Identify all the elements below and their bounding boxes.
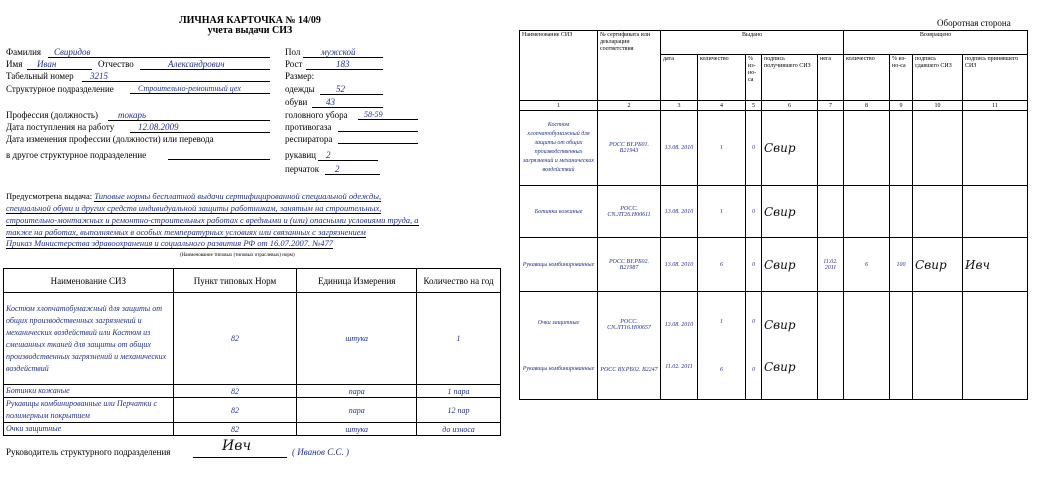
cell-return-wear: 100 <box>890 238 913 292</box>
table-row <box>520 292 1028 400</box>
cell-name: Костюм хлопчатобумажный для защиты от общих производственных загрязнений и механических воздействий <box>520 111 598 186</box>
wear-1: 0 <box>752 318 755 325</box>
cell-wear: 0 <box>746 186 762 238</box>
other-dept-line <box>168 150 270 160</box>
col-header-name: Наименование СИЗ <box>520 31 598 101</box>
height-label: Рост <box>285 59 303 69</box>
cell-sign <box>762 292 818 400</box>
table-row <box>520 186 1028 238</box>
gasmask-line <box>338 122 418 132</box>
signature-gave: Свир <box>915 257 947 272</box>
cell-date: 13.08. 2010 <box>661 238 698 292</box>
col-header-sign-recv: подпись получившего СИЗ <box>762 55 818 101</box>
cell-norm: 82 <box>173 293 297 385</box>
tab-number-value: 3215 <box>82 71 270 82</box>
col-header-returned: Возвращено <box>844 31 1028 55</box>
cell-name: Ботинки кожаные <box>520 186 598 238</box>
col-header-cert: № сертификата или декларации соответствия <box>598 31 661 101</box>
col-num: 7 <box>818 101 844 111</box>
department-value: Строительно-ремонтный цех <box>130 84 270 94</box>
provision-line-2: специальной обуви и других средств индивидуальной защиты работникам, занятым на строительных, <box>6 203 382 213</box>
cell-empty <box>890 186 913 238</box>
provision-line-1: Предусмотрена выдача: Типовые нормы бесплатной выдачи сертифицированной специальной одежды, <box>6 191 382 201</box>
cell-date <box>661 292 698 400</box>
cell-sign-gave <box>913 238 963 292</box>
cell-qty: 6 <box>698 238 746 292</box>
col-header-unit: Единица Измерения <box>297 269 417 293</box>
column-number-row <box>520 101 1028 111</box>
cell-empty <box>818 111 844 186</box>
cell-wear: 0 <box>746 238 762 292</box>
respirator-label: респиратора <box>285 134 333 144</box>
cell-empty <box>963 186 1028 238</box>
cell-date: 13.08. 2010 <box>661 111 698 186</box>
cell-cert <box>598 292 661 400</box>
col-num: 6 <box>762 101 818 111</box>
name-label: Имя <box>6 59 23 69</box>
cell-name <box>520 292 598 400</box>
col-header-wear-returned: % из-но-са <box>890 55 913 101</box>
table-header-row <box>4 269 501 293</box>
cell-norm: 82 <box>173 385 297 398</box>
patronymic-value: Александрович <box>140 59 270 70</box>
cell-norm: 82 <box>173 423 297 436</box>
signature-recv: Свир <box>764 257 796 272</box>
hire-date-value: 12.08.2009 <box>130 122 270 133</box>
cell-qty <box>698 292 746 400</box>
col-num: 5 <box>746 101 762 111</box>
cell-wear <box>746 292 762 400</box>
signature-took: Ивч <box>965 257 990 272</box>
cell-norm: 82 <box>173 398 297 423</box>
cell-name: Рукавицы комбинированные или Перчатки с полимерным покрытием <box>4 398 174 423</box>
siz-issue-table <box>519 30 1028 400</box>
col-header-date: дата <box>661 55 698 101</box>
cell-cert: РОСС BY.РБ01. B21943 <box>598 111 661 186</box>
cell-qty: 1 <box>698 111 746 186</box>
table-row <box>4 423 501 436</box>
cert-1: РОСС. CN.ЛТ16.Н00657 <box>607 318 651 331</box>
other-dept-label: в другое структурное подразделение <box>6 150 147 160</box>
date-2: 11.02. 2011 <box>665 363 693 370</box>
cell-qty: 1 пара <box>417 385 501 398</box>
gender-value: мужской <box>303 47 383 58</box>
name-value: Иван <box>27 59 92 70</box>
cell-qty: 12 пар <box>417 398 501 423</box>
cell-sign <box>762 238 818 292</box>
col-header-issued: Выдано <box>661 31 844 55</box>
cell-sign <box>762 111 818 186</box>
profession-value: токарь <box>108 110 270 121</box>
profession-label: Профессия (должность) <box>6 110 98 120</box>
cell-name: Костюм хлопчатобумажный для защиты от общих производственных загрязнений и механических воздействий или Костюм из смешанных тканей для защиты от общих производственных загрязнений и механических воздействий <box>4 293 174 385</box>
surname-value: Свиридов <box>48 47 270 58</box>
item-name-2: Рукавицы комбинированные <box>522 365 595 372</box>
shoes-label: обуви <box>285 97 308 107</box>
gasmask-label: противогаза <box>285 122 332 132</box>
cell-cert: РОСС. CN.ЛТ26.Н00611 <box>598 186 661 238</box>
reverse-side-label: Оборотная сторона <box>937 18 1011 28</box>
col-header-sign-took: подпись принявшего СИЗ <box>963 55 1028 101</box>
cell-name: Рукавицы комбинированные <box>520 238 598 292</box>
mittens-value: 2 <box>318 150 378 161</box>
cell-empty <box>890 111 913 186</box>
col-header-qty: Количество на год <box>417 269 501 293</box>
patronymic-label: Отчество <box>98 59 134 69</box>
signature-recv: Свир <box>764 204 796 219</box>
col-header-norm: Пункт типовых Норм <box>173 269 297 293</box>
cell-empty <box>818 292 844 400</box>
col-header-wear: % из-но-са <box>746 55 762 101</box>
col-num: 3 <box>661 101 698 111</box>
cell-name: Ботинки кожаные <box>4 385 174 398</box>
col-header-sign-gave: подпись сдавшего СИЗ <box>913 55 963 101</box>
cert-2: РОСС BY.РБ02. B2247 <box>600 366 658 373</box>
head-name: ( Иванов С.С. ) <box>292 447 349 457</box>
cell-empty <box>844 186 890 238</box>
cell-empty <box>818 186 844 238</box>
table-row <box>4 293 501 385</box>
cell-name: Очки защитные <box>4 423 174 436</box>
qty-1: 1 <box>720 318 723 325</box>
col-num: 11 <box>963 101 1028 111</box>
wear-2: 0 <box>752 366 755 373</box>
cell-empty <box>890 292 913 400</box>
size-label: Размер: <box>285 71 315 81</box>
cell-qty: 1 <box>698 186 746 238</box>
gloves-value: 2 <box>325 164 380 175</box>
provision-line-3: строительно-монтажных и ремонтно-строительных работах с вредными и (или) опасными условиями труда, а <box>6 215 419 225</box>
cell-unit: пара <box>297 385 417 398</box>
cell-unit: пара <box>297 398 417 423</box>
cell-empty <box>913 292 963 400</box>
col-header-qty-returned: количество <box>844 55 890 101</box>
cell-return-date: 11.02. 2011 <box>818 238 844 292</box>
cell-empty <box>963 292 1028 400</box>
department-label: Структурное подразделение <box>6 84 114 94</box>
table-row <box>4 385 501 398</box>
cell-cert: РОСС BY.РБ02. B21987 <box>598 238 661 292</box>
head-sign-label: Руководитель структурного подразделения <box>6 447 171 457</box>
cell-empty <box>844 111 890 186</box>
provision-line-4: также на работах, выполняемых в особых температурных условиях или связанных с загрязнением <box>6 227 366 237</box>
card-subtitle: учета выдачи СИЗ <box>207 25 293 36</box>
cell-empty <box>913 111 963 186</box>
tab-number-label: Табельный номер <box>6 71 74 81</box>
gender-label: Пол <box>285 47 301 57</box>
table-row <box>520 111 1028 186</box>
provision-line-5: Приказ Министерства здравоохранения и социального развития РФ от 16.07.2007. №477 <box>6 238 334 248</box>
cell-return-qty: 6 <box>844 238 890 292</box>
clothes-value: 52 <box>320 84 383 95</box>
signature-recv: Свир <box>764 317 796 332</box>
cell-sign <box>762 186 818 238</box>
surname-label: Фамилия <box>6 47 42 57</box>
col-num: 8 <box>844 101 890 111</box>
cell-qty: 1 <box>417 293 501 385</box>
signature-recv: Свир <box>764 141 796 155</box>
col-num: 1 <box>520 101 598 111</box>
card-title: ЛИЧНАЯ КАРТОЧКА № 14/09 <box>179 15 321 26</box>
shoes-value: 43 <box>312 97 383 108</box>
item-name: Очки защитные <box>537 319 580 326</box>
cell-sign-took <box>963 238 1028 292</box>
cell-wear: 0 <box>746 111 762 186</box>
headwear-value: 58-59 <box>358 110 418 120</box>
table-row <box>4 398 501 423</box>
date-1: 13.08. 2010 <box>664 321 694 328</box>
col-num: 4 <box>698 101 746 111</box>
height-value: 183 <box>306 59 383 70</box>
cell-empty <box>913 186 963 238</box>
head-signature: Ивч <box>222 438 252 454</box>
hire-date-label: Дата поступления на работу <box>6 122 115 132</box>
headwear-label: головного убора <box>285 110 348 120</box>
header-row-1 <box>520 31 1028 55</box>
cell-unit: штука <box>297 293 417 385</box>
norms-caption: (Наименование типовых (типовых отраслевых) норм) <box>180 253 295 258</box>
col-num: 2 <box>598 101 661 111</box>
cell-empty <box>963 111 1028 186</box>
cell-date: 13.08. 2010 <box>661 186 698 238</box>
qty-2: 6 <box>720 366 723 373</box>
mittens-label: рукавиц <box>285 150 316 160</box>
table-row <box>520 238 1028 292</box>
gloves-label: перчаток <box>285 164 320 174</box>
col-header-name: Наименование СИЗ <box>4 269 174 293</box>
col-header-sign-recv-2: нега <box>818 55 844 101</box>
cell-unit: штука <box>297 423 417 436</box>
col-header-qty: количество <box>698 55 746 101</box>
cell-qty: до износа <box>417 423 501 436</box>
col-num: 9 <box>890 101 913 111</box>
signature-recv-2: Свир <box>764 359 796 374</box>
col-num: 10 <box>913 101 963 111</box>
respirator-line <box>338 134 418 144</box>
change-label: Дата изменения профессии (должности) или перевода <box>6 134 214 144</box>
cell-empty <box>844 292 890 400</box>
siz-norms-table <box>3 268 501 436</box>
clothes-label: одежды <box>285 84 315 94</box>
